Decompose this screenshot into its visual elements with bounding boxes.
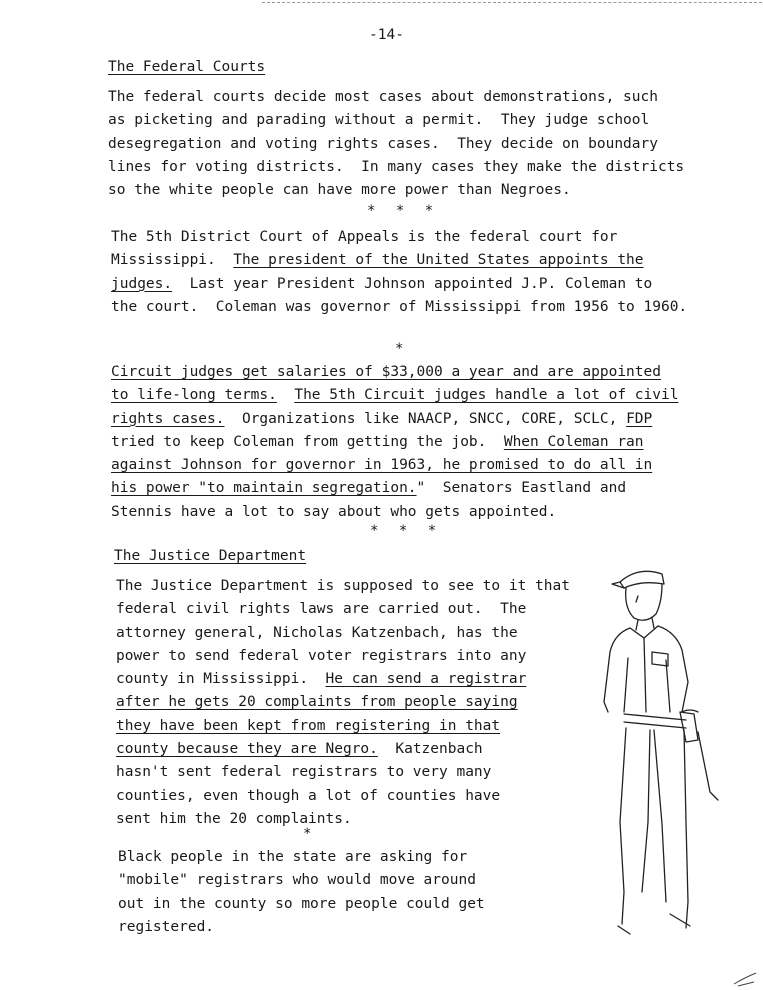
text-segment: tried to keep Coleman from getting the job. (111, 433, 504, 450)
text-line (116, 785, 570, 808)
text-segment: "mobile" registrars who would move around (118, 872, 476, 889)
paragraph-mobile-registrars (118, 846, 485, 939)
text-line (111, 273, 687, 296)
underlined-text: rights cases. (111, 410, 225, 427)
separator-star: * (303, 826, 318, 842)
underlined-text: his power "to maintain segregation. (111, 480, 417, 497)
text-line (116, 645, 570, 668)
text-line (111, 226, 687, 249)
top-edge-dots (262, 2, 762, 3)
text-segment: federal civil rights laws are carried out. The (116, 601, 527, 618)
heading-federal-courts: The Federal Courts (108, 59, 266, 75)
text-line (116, 575, 570, 598)
text-segment: Stennis have a lot to say about who gets appointed. (111, 503, 557, 520)
text-line (111, 384, 678, 407)
text-line (116, 598, 570, 621)
underlined-text: judges. (111, 275, 173, 292)
paragraph-circuit-judges (111, 361, 678, 524)
separator-stars: * * * (367, 203, 440, 219)
text-line (108, 86, 684, 109)
text-segment: The Justice Department is supposed to see to it that (116, 578, 570, 594)
text-line (108, 109, 684, 132)
text-line (116, 622, 570, 645)
text-segment: desegregation and voting rights cases. They decide on boundary (108, 135, 658, 152)
text-segment: Black people in the state are asking for (118, 849, 468, 865)
text-segment: power to send federal voter registrars into any (116, 647, 527, 664)
pen-mark (730, 970, 760, 988)
text-line (118, 893, 485, 916)
underlined-text: FDP (626, 410, 653, 427)
text-line (111, 249, 687, 272)
paragraph-federal-courts-1 (108, 86, 684, 202)
text-segment: as picketing and parading without a permit. They judge school (108, 112, 650, 129)
text-line (108, 133, 684, 156)
underlined-text: When Coleman ran (503, 433, 644, 450)
text-line (116, 691, 570, 714)
underlined-text: after he gets 20 complaints from people saying (116, 694, 518, 711)
text-line (108, 179, 684, 202)
text-segment (277, 387, 294, 403)
text-segment: so the white people can have more power than Negroes. (108, 182, 571, 199)
text-line (111, 431, 678, 454)
paragraph-justice-department (116, 575, 570, 831)
text-segment: The federal courts decide most cases about demonstrations, such (108, 89, 658, 105)
text-line (111, 408, 678, 431)
text-segment: Katzenbach (377, 741, 483, 758)
text-line (116, 808, 570, 831)
text-line (116, 738, 570, 761)
underlined-text: county because they are Negro. (116, 741, 378, 758)
underlined-text: against Johnson for governor in 1963, he promised to do all in (111, 457, 653, 474)
text-segment: registered. (118, 918, 215, 935)
text-segment: Last year President Johnson appointed J.P. Coleman to (172, 275, 653, 292)
heading-justice-department: The Justice Department (114, 548, 307, 564)
text-line (116, 715, 570, 738)
separator-stars: * * * (370, 523, 443, 539)
text-line (111, 454, 678, 477)
text-line (116, 761, 570, 784)
text-line (111, 296, 687, 319)
text-segment: county in Mississippi. (116, 671, 326, 688)
text-segment: Mississippi. (111, 252, 234, 269)
underlined-text: they have been kept from registering in that (116, 717, 501, 734)
underlined-text: He can send a registrar (325, 671, 527, 688)
text-segment: out in the county so more people could get (118, 895, 485, 912)
text-line (111, 477, 678, 500)
text-segment: lines for voting districts. In many cases they make the districts (108, 158, 685, 175)
underlined-text: The 5th Circuit judges handle a lot of civil (294, 387, 679, 404)
text-segment: attorney general, Nicholas Katzenbach, has the (116, 624, 518, 641)
text-line (108, 156, 684, 179)
underlined-text: to life-long terms. (111, 387, 277, 404)
text-line (111, 501, 678, 524)
paragraph-fifth-district (111, 226, 687, 319)
text-segment: the court. Coleman was governor of Mississippi from 1956 to 1960. (111, 298, 688, 315)
text-segment: Organizations like NAACP, SNCC, CORE, SCLC, (224, 410, 627, 427)
text-line (118, 869, 485, 892)
police-officer-illustration (590, 562, 730, 942)
underlined-text: The president of the United States appoints the (233, 252, 644, 269)
page-number: -14- (369, 27, 404, 43)
text-line (116, 668, 570, 691)
text-segment: " Senators Eastland and (416, 480, 627, 497)
separator-star: * (395, 341, 410, 357)
underlined-text: Circuit judges get salaries of $33,000 a year and are appointed (111, 364, 661, 380)
text-segment: sent him the 20 complaints. (116, 810, 352, 827)
text-segment: hasn't sent federal registrars to very many (116, 764, 492, 781)
text-line (118, 916, 485, 939)
text-line (118, 846, 485, 869)
text-segment: counties, even though a lot of counties have (116, 787, 501, 804)
text-segment: The 5th District Court of Appeals is the federal court for (111, 229, 618, 245)
text-line (111, 361, 678, 384)
